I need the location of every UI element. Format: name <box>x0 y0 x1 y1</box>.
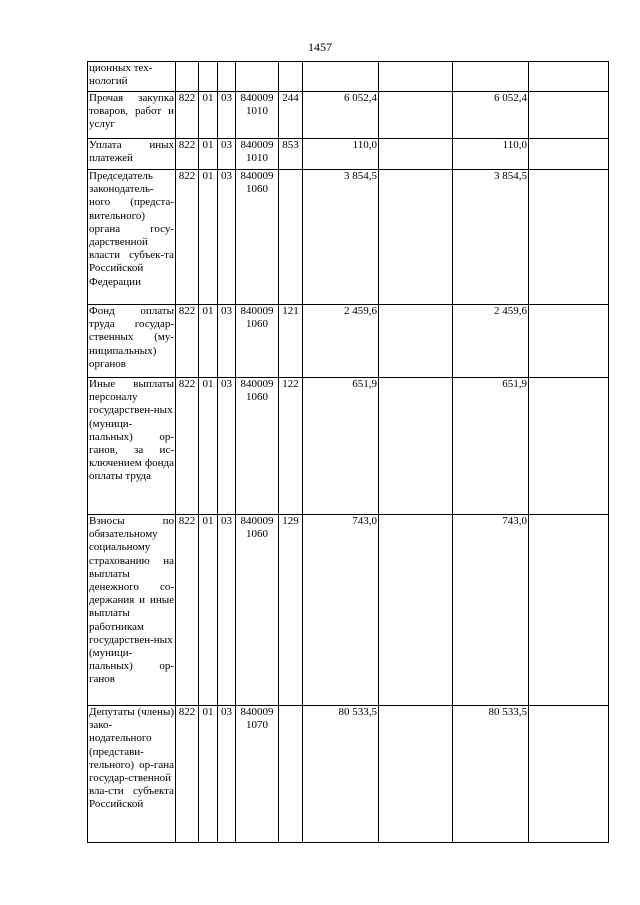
ministry-code: 822 <box>176 378 199 515</box>
target-code: 840009 1060 <box>236 515 279 706</box>
section-code: 01 <box>199 305 218 378</box>
section-code: 01 <box>199 515 218 706</box>
row-name: Иные выплаты персоналу государствен-ных (муници-пальных) ор-ганов, за ис-ключением фонда оплаты труда <box>88 378 176 515</box>
col-8-amount: 651,9 <box>453 378 529 515</box>
col-7 <box>379 170 453 305</box>
table-row <box>88 305 609 378</box>
amount: 2 459,6 <box>303 305 379 378</box>
target-code: 840009 1060 <box>236 170 279 305</box>
col-9 <box>529 305 609 378</box>
row-name: Депутаты (члены) зако-нодательного (представи-тельного) ор-гана государ-ственной вла-сти субъекта Российской <box>88 706 176 843</box>
row-name: Уплата иных платежей <box>88 139 176 170</box>
row-name: ционных тех- нологий <box>88 62 176 92</box>
col-7 <box>379 515 453 706</box>
target-code: 840009 1010 <box>236 139 279 170</box>
col-7 <box>379 706 453 843</box>
section-code: 01 <box>199 706 218 843</box>
section-code: 01 <box>199 170 218 305</box>
table-body <box>88 62 609 843</box>
section-code: 01 <box>199 139 218 170</box>
target-code: 840009 1060 <box>236 378 279 515</box>
table-row <box>88 139 609 170</box>
table-row <box>88 92 609 139</box>
col-9 <box>529 515 609 706</box>
col-8-amount: 3 854,5 <box>453 170 529 305</box>
subsection-code <box>218 62 236 92</box>
ministry-code: 822 <box>176 92 199 139</box>
expense-code: 244 <box>279 92 303 139</box>
amount: 6 052,4 <box>303 92 379 139</box>
page-number: 1457 <box>308 40 332 54</box>
amount: 110,0 <box>303 139 379 170</box>
expense-code: 129 <box>279 515 303 706</box>
col-8-amount <box>453 62 529 92</box>
table-row <box>88 706 609 843</box>
table-row <box>88 515 609 706</box>
subsection-code: 03 <box>218 92 236 139</box>
target-code <box>236 62 279 92</box>
section-code: 01 <box>199 378 218 515</box>
amount: 651,9 <box>303 378 379 515</box>
expense-code <box>279 170 303 305</box>
col-9 <box>529 170 609 305</box>
col-9 <box>529 62 609 92</box>
col-8-amount: 6 052,4 <box>453 92 529 139</box>
expense-code: 853 <box>279 139 303 170</box>
amount: 80 533,5 <box>303 706 379 843</box>
ministry-code: 822 <box>176 139 199 170</box>
subsection-code: 03 <box>218 139 236 170</box>
col-9 <box>529 139 609 170</box>
subsection-code: 03 <box>218 170 236 305</box>
table-row <box>88 62 609 92</box>
ministry-code: 822 <box>176 305 199 378</box>
col-8-amount: 743,0 <box>453 515 529 706</box>
row-name: Фонд оплаты труда государ-ственных (му-ниципальных) органов <box>88 305 176 378</box>
row-name: Прочая закупка товаров, работ и услуг <box>88 92 176 139</box>
amount: 743,0 <box>303 515 379 706</box>
ministry-code <box>176 62 199 92</box>
row-name: Взносы по обязательному социальному страхованию на выплаты денежного со-держания и иные выплаты работникам государствен-ных (муници-пальных) ор-ганов <box>88 515 176 706</box>
section-code: 01 <box>199 92 218 139</box>
col-7 <box>379 378 453 515</box>
col-8-amount: 80 533,5 <box>453 706 529 843</box>
col-7 <box>379 139 453 170</box>
col-9 <box>529 706 609 843</box>
col-7 <box>379 305 453 378</box>
target-code: 840009 1070 <box>236 706 279 843</box>
col-7 <box>379 62 453 92</box>
col-9 <box>529 92 609 139</box>
budget-table <box>87 61 609 843</box>
subsection-code: 03 <box>218 305 236 378</box>
amount: 3 854,5 <box>303 170 379 305</box>
ministry-code: 822 <box>176 170 199 305</box>
col-9 <box>529 378 609 515</box>
ministry-code: 822 <box>176 515 199 706</box>
subsection-code: 03 <box>218 515 236 706</box>
col-7 <box>379 92 453 139</box>
table-row <box>88 170 609 305</box>
subsection-code: 03 <box>218 378 236 515</box>
row-name: Председатель законодатель-ного (предста-вительного) органа госу-дарственной власти субъек-та Российской Федерации <box>88 170 176 305</box>
amount <box>303 62 379 92</box>
expense-code: 121 <box>279 305 303 378</box>
col-8-amount: 2 459,6 <box>453 305 529 378</box>
expense-code <box>279 706 303 843</box>
expense-code <box>279 62 303 92</box>
ministry-code: 822 <box>176 706 199 843</box>
col-8-amount: 110,0 <box>453 139 529 170</box>
target-code: 840009 1060 <box>236 305 279 378</box>
target-code: 840009 1010 <box>236 92 279 139</box>
subsection-code: 03 <box>218 706 236 843</box>
table-row <box>88 378 609 515</box>
expense-code: 122 <box>279 378 303 515</box>
section-code <box>199 62 218 92</box>
